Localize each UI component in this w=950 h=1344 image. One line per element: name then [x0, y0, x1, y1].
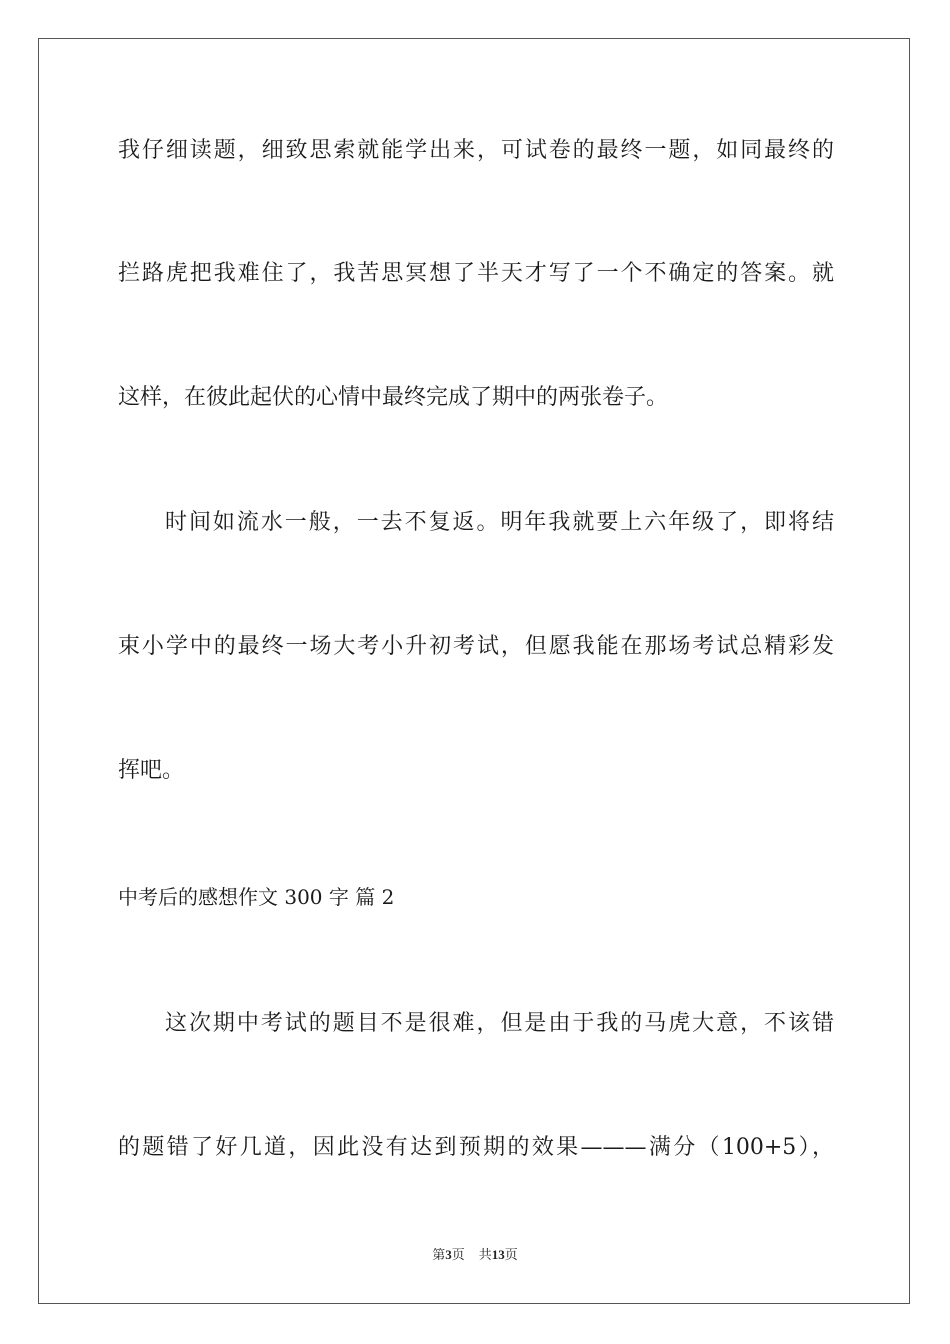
- body-line-3: 这样，在彼此起伏的心情中最终完成了期中的两张卷子。: [118, 385, 669, 410]
- page-footer: [0, 1246, 950, 1265]
- body-line-5: 束小学中的最终一场大考小升初考试，但愿我能在那场考试总精彩发: [118, 634, 834, 659]
- body-line-2: 拦路虎把我难住了，我苦思冥想了半天才写了一个不确定的答案。就: [118, 261, 834, 286]
- footer-page-suffix: 页: [451, 1248, 465, 1263]
- footer-page-total: 13: [491, 1247, 505, 1262]
- body-line-1: 我仔细读题，细致思索就能学出来，可试卷的最终一题，如同最终的: [118, 138, 834, 163]
- body-line-8: 的题错了好几道，因此没有达到预期的效果———满分（100+5），: [118, 1135, 834, 1160]
- footer-page-prefix: 第: [432, 1248, 446, 1263]
- body-line-6: 挥吧。: [118, 758, 185, 783]
- footer-total-suffix: 页: [504, 1248, 518, 1263]
- body-line-4: 时间如流水一般，一去不复返。明年我就要上六年级了，即将结: [165, 510, 834, 535]
- body-line-7: 这次期中考试的题目不是很难，但是由于我的马虎大意，不该错: [165, 1011, 834, 1036]
- footer-page-current: 3: [445, 1247, 452, 1262]
- page-frame: [38, 38, 910, 1304]
- section-heading: 中考后的感想作文 300 字 篇 2: [118, 885, 395, 909]
- footer-total-prefix: 共: [478, 1248, 492, 1263]
